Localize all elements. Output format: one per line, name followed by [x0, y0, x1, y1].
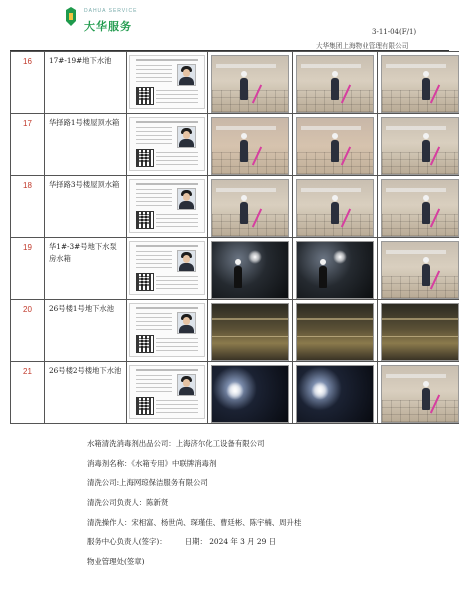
- row-number: 18: [11, 176, 45, 238]
- certificate-cell: [127, 238, 208, 300]
- photo-cell: [378, 114, 459, 176]
- photo-cell: [378, 238, 459, 300]
- cleaning-photo: [211, 117, 289, 175]
- cleaning-photo: [296, 55, 374, 113]
- cleaning-photo: [211, 241, 289, 299]
- table-row: [11, 362, 459, 424]
- table-row: [11, 176, 459, 238]
- health-certificate-image: [129, 55, 205, 109]
- photo-cell: [208, 362, 293, 424]
- footer-property-office-stamp: 物业管理处(签章): [87, 557, 145, 566]
- photo-cell: [293, 300, 378, 362]
- cleaning-record-table: [10, 51, 459, 424]
- brand-logo-icon: [65, 7, 77, 26]
- tank-location: 华择路3号楼屋顶水箱: [45, 176, 127, 238]
- cleaning-photo: [296, 303, 374, 361]
- photo-cell: [293, 238, 378, 300]
- photo-cell: [378, 362, 459, 424]
- tank-location: 26号楼1号地下水池: [45, 300, 127, 362]
- certificate-cell: [127, 52, 208, 114]
- service-center-signature-label: 服务中心负责人(签字)：: [87, 537, 167, 546]
- signature-date: 日期： 2024 年 3 月 29 日: [184, 537, 277, 546]
- photo-cell: [378, 300, 459, 362]
- photo-cell: [208, 238, 293, 300]
- table-row: [11, 52, 459, 114]
- health-certificate-image: [129, 179, 205, 233]
- footer-signature-row: [87, 536, 276, 547]
- photo-cell: [293, 176, 378, 238]
- row-number: 17: [11, 114, 45, 176]
- certificate-cell: [127, 114, 208, 176]
- row-number: 20: [11, 300, 45, 362]
- footer-cleaning-manager: 清洗公司负责人：陈新贤: [87, 498, 169, 507]
- photo-cell: [208, 300, 293, 362]
- table-row: [11, 238, 459, 300]
- photo-cell: [293, 114, 378, 176]
- logo-english-text: DAHUA SERVICE: [84, 8, 138, 14]
- cleaning-photo: [381, 117, 459, 175]
- certificate-cell: [127, 362, 208, 424]
- cleaning-photo: [381, 241, 459, 299]
- logo-chinese-text: 大华服务: [84, 20, 132, 33]
- health-certificate-image: [129, 117, 205, 171]
- cleaning-photo: [296, 179, 374, 237]
- cleaning-photo: [381, 179, 459, 237]
- footer-operators: 清洗操作人：宋相富、杨世尚、琛瑾佳、曹廷彬、陈宇楠、周升桂: [87, 518, 302, 527]
- tank-location: 26号楼2号楼地下水池: [45, 362, 127, 424]
- cleaning-photo: [296, 365, 374, 423]
- cleaning-photo: [211, 179, 289, 237]
- health-certificate-image: [129, 303, 205, 357]
- footer-disinfectant-company: 水箱清洗消毒剂出品公司：上海济尔化工设备有限公司: [87, 439, 265, 448]
- cleaning-photo: [296, 241, 374, 299]
- cleaning-photo: [381, 365, 459, 423]
- document-code: 3-11-04(F/1): [372, 28, 417, 36]
- certificate-cell: [127, 300, 208, 362]
- photo-cell: [208, 176, 293, 238]
- health-certificate-image: [129, 365, 205, 419]
- cleaning-photo: [381, 55, 459, 113]
- table-row: [11, 114, 459, 176]
- cleaning-photo: [211, 303, 289, 361]
- footer-disinfectant-name: 消毒剂名称：《水箱专用》中联牌消毒剂: [87, 459, 217, 468]
- health-certificate-image: [129, 241, 205, 295]
- cleaning-photo: [211, 55, 289, 113]
- row-number: 16: [11, 52, 45, 114]
- photo-cell: [208, 52, 293, 114]
- row-number: 19: [11, 238, 45, 300]
- photo-cell: [293, 52, 378, 114]
- photo-cell: [293, 362, 378, 424]
- cleaning-photo: [381, 303, 459, 361]
- photo-cell: [378, 176, 459, 238]
- table-row: [11, 300, 459, 362]
- tank-location: 华1#-3#号地下水泵房水箱: [45, 238, 127, 300]
- photo-cell: [208, 114, 293, 176]
- certificate-cell: [127, 176, 208, 238]
- photo-cell: [378, 52, 459, 114]
- row-number: 21: [11, 362, 45, 424]
- cleaning-photo: [296, 117, 374, 175]
- cleaning-photo: [211, 365, 289, 423]
- tank-location: 华择路1号楼屋顶水箱: [45, 114, 127, 176]
- company-name: 大华集团上海物业管理有限公司: [316, 42, 409, 50]
- tank-location: 17#-19#地下水池: [45, 52, 127, 114]
- footer-cleaning-company: 清洗公司:上海网琼保洁服务有限公司: [87, 478, 208, 487]
